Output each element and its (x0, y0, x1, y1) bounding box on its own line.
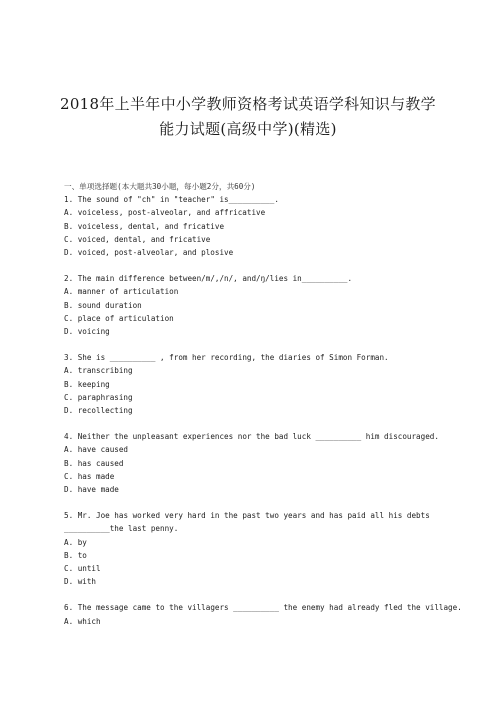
question-number: 2. (64, 274, 74, 284)
question-number: 6. (64, 603, 74, 613)
option-b: B. to (64, 550, 87, 560)
option-a: A. voiceless, post-alveolar, and affricative (64, 208, 266, 218)
option-d: D. voicing (64, 327, 110, 337)
question-stem: She is __________ , from her recording, the diaries of Simon Forman. (77, 353, 389, 363)
question-3 (64, 351, 444, 417)
option-a: A. which (64, 616, 101, 626)
question-1 (64, 193, 444, 259)
question-5 (64, 509, 444, 588)
option-a: A. by (64, 537, 87, 547)
option-b: B. keeping (64, 379, 110, 389)
question-stem: The message came to the villagers __________ the enemy had already fled the village. (77, 603, 462, 613)
option-b: B. voiceless, dental, and fricative (64, 221, 225, 231)
option-c: C. until (64, 564, 101, 574)
option-c: C. place of articulation (64, 313, 174, 323)
question-number: 5. (64, 511, 74, 521)
question-stem: Neither the unpleasant experiences nor the bad luck __________ him discouraged. (77, 432, 439, 442)
question-number: 4. (64, 432, 74, 442)
option-d: D. recollecting (64, 406, 133, 416)
question-2 (64, 272, 444, 338)
document-title-line-1: 2018年上半年中小学教师资格考试英语学科知识与教学 (60, 95, 436, 113)
option-a: A. manner of articulation (64, 287, 179, 297)
question-number: 1. (64, 195, 74, 205)
option-a: A. have caused (64, 445, 129, 455)
option-a: A. transcribing (64, 366, 133, 376)
option-d: D. with (64, 577, 97, 587)
option-d: D. voiced, post-alveolar, and plosive (64, 248, 234, 258)
option-d: D. have made (64, 485, 119, 495)
question-stem: Mr. Joe has worked very hard in the past two years and has paid all his debts __________the last penny. (64, 511, 435, 534)
question-6 (64, 601, 462, 627)
option-c: C. voiced, dental, and fricative (64, 234, 211, 244)
question-stem: The sound of "ch" in "teacher" is__________. (77, 195, 279, 205)
option-c: C. paraphrasing (64, 392, 133, 402)
question-stem: The main difference between/m/,/n/, and/ŋ/lies in__________. (77, 274, 353, 284)
question-number: 3. (64, 353, 74, 363)
question-4 (64, 430, 444, 496)
document-title-line-2: 能力试题(高级中学)(精选) (159, 120, 337, 138)
option-b: B. has caused (64, 458, 124, 468)
exam-content (64, 180, 462, 628)
option-b: B. sound duration (64, 300, 142, 310)
section-heading: 一、单项选择题(本大题共30小题，每小题2分，共60分) (64, 182, 256, 191)
option-c: C. has made (64, 471, 115, 481)
